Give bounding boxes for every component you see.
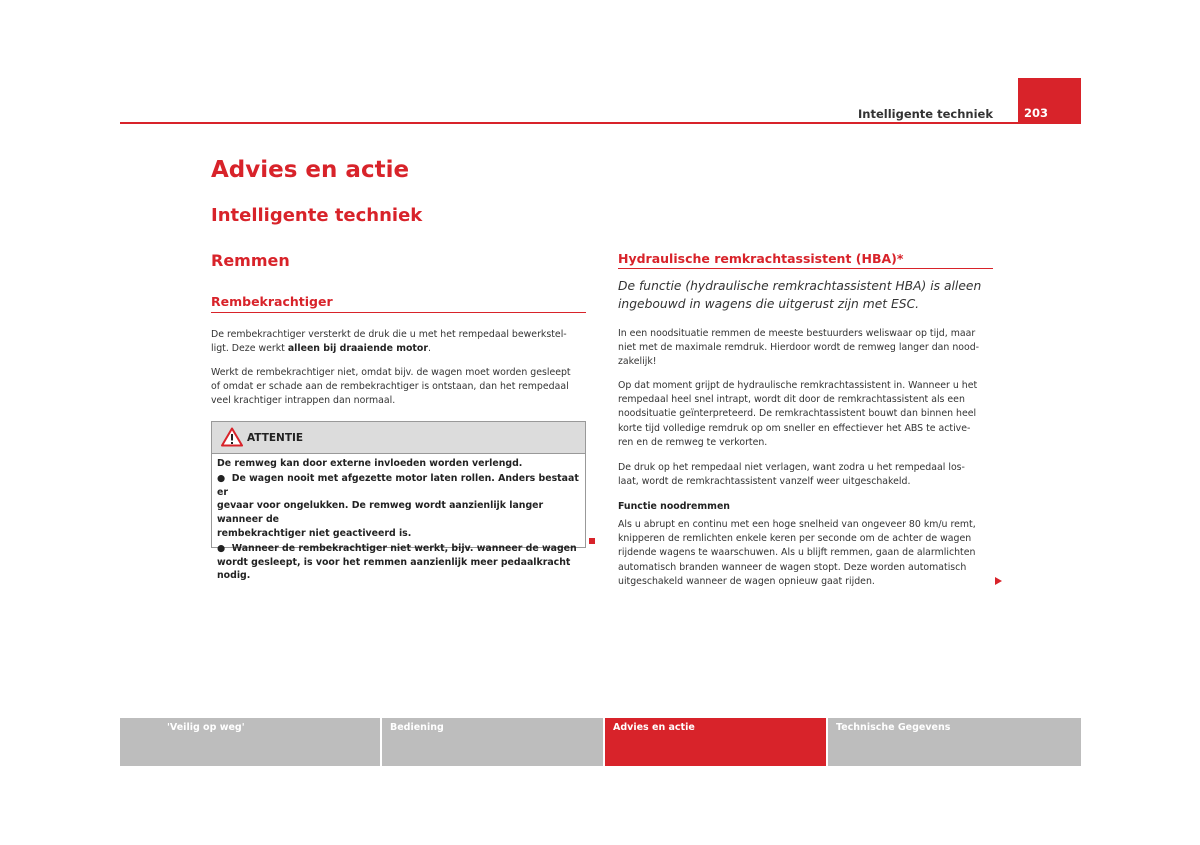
- right-subheading: Functie noodremmen: [618, 501, 730, 512]
- warning-title: ATTENTIE: [247, 432, 304, 444]
- footer-tab-advies-en-actie[interactable]: Advies en actie: [605, 718, 826, 766]
- left-paragraph-1: De rembekrachtiger versterkt de druk die u met het rempedaal bewerkstel- ligt. Deze werkt alleen bij draaiende motor.: [211, 329, 567, 355]
- warning-header: [212, 422, 585, 454]
- warning-triangle-icon: [221, 427, 243, 447]
- header-rule: [120, 122, 1018, 124]
- left-section-heading: Rembekrachtiger: [211, 294, 333, 309]
- right-paragraph-1: In een noodsituatie remmen de meeste bestuurders weliswaar op tijd, maar niet met de maximale remdruk. Hierdoor wordt de remweg langer dan nood- zakelijk!: [618, 328, 980, 368]
- subsection-title: Remmen: [211, 251, 290, 270]
- warning-intro: De remweg kan door externe invloeden worden verlengd.: [217, 458, 523, 469]
- right-section-rule: [618, 268, 993, 269]
- warning-body: [217, 457, 583, 584]
- bullet-icon: ●: [217, 472, 232, 484]
- warning-bullet-2: ● Wanneer de rembekrachtiger niet werkt, bijv. wanneer de wagen wordt gesleept, is voor het remmen aanzienlijk meer pedaalkracht nodig.: [217, 542, 577, 582]
- right-paragraph-2: Op dat moment grijpt de hydraulische remkrachtassistent in. Wanneer u het rempedaal heel snel intrapt, wordt dit door de remkrachtassistent als een noodsituatie geïnterpreteerd. De remkrachtassistent bouwt dan binnen heel korte tijd volledige remdruk op om sneller en effectiever het ABS te active- ren en de remweg te verkorten.: [618, 380, 978, 448]
- chapter-title: Advies en actie: [211, 157, 410, 183]
- footer-tab-bediening[interactable]: Bediening: [382, 718, 603, 766]
- section-end-icon: [589, 538, 595, 544]
- right-paragraph-3: De druk op het rempedaal niet verlagen, want zodra u het rempedaal los- laat, wordt de remkrachtassistent vanzelf weer uitgeschakeld.: [618, 462, 965, 488]
- right-section-heading: Hydraulische remkrachtassistent (HBA)*: [618, 251, 904, 266]
- running-header-title: Intelligente techniek: [858, 107, 993, 121]
- section-title: Intelligente techniek: [211, 205, 423, 226]
- footer-tab-technische-gegevens[interactable]: Technische Gegevens: [828, 718, 1081, 766]
- right-paragraph-4: Als u abrupt en continu met een hoge snelheid van ongeveer 80 km/u remt, knipperen de remlichten enkele keren per seconde om de achter de wagen rijdende wagens te waarschuwen. Als u blijft remmen, gaan de alarmlichten automatisch branden wanneer de wagen stopt. Deze worden automatisch uitgeschakeld wanneer de wagen opnieuw gaat rijden.: [618, 519, 976, 587]
- left-paragraph-2: Werkt de rembekrachtiger niet, omdat bijv. de wagen moet worden gesleept of omdat er schade aan de rembekrachtiger is ontstaan, dan het rempedaal veel krachtiger intrappen dan normaal.: [211, 367, 571, 407]
- bullet-icon: ●: [217, 542, 232, 554]
- warning-bullet-1: ● De wagen nooit met afgezette motor laten rollen. Anders bestaat er gevaar voor ongelukken. De remweg wordt aanzienlijk langer wanneer de rembekrachtiger niet geactiveerd is.: [217, 472, 579, 539]
- continued-arrow-icon: [995, 577, 1002, 585]
- left-section-rule: [211, 312, 586, 313]
- page-number: 203: [1018, 78, 1081, 124]
- right-lead-paragraph: De functie (hydraulische remkrachtassistent HBA) is alleen ingebouwd in wagens die uitgerust zijn met ESC.: [618, 279, 982, 311]
- warning-box: [211, 421, 586, 582]
- footer-tab-veilig-op-weg[interactable]: 'Veilig op weg': [120, 718, 380, 766]
